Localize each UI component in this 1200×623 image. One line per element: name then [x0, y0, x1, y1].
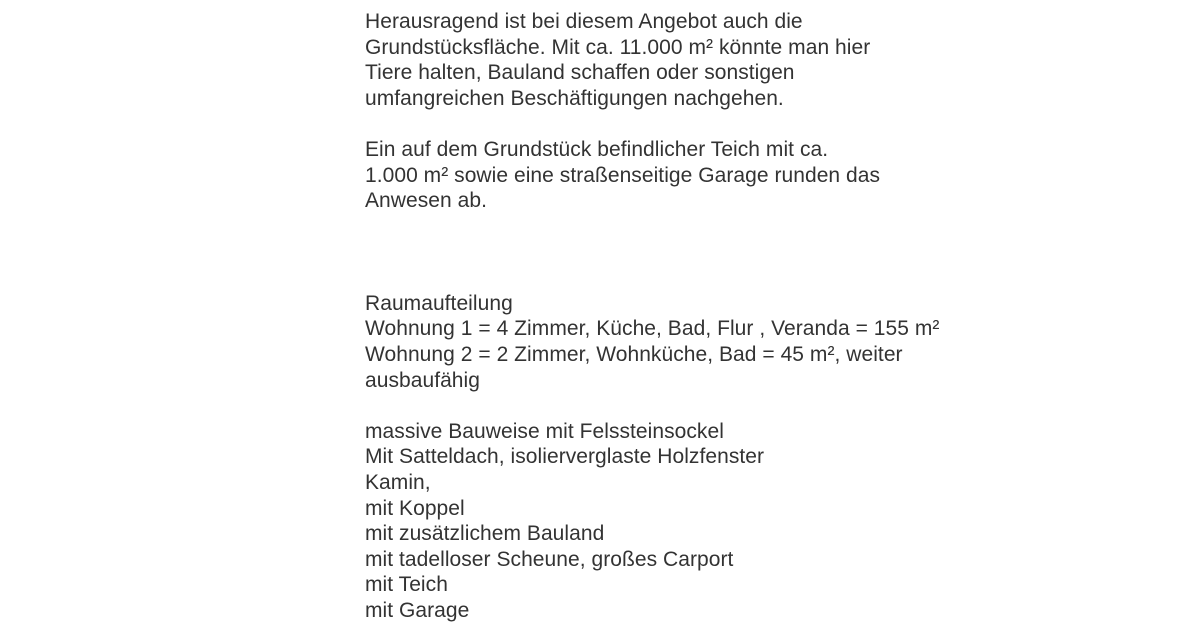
ausstattung-block — [365, 419, 885, 623]
raumaufteilung-line-wohnung-2: Wohnung 2 = 2 Zimmer, Wohnküche, Bad = 45 m², weiter — [365, 342, 903, 366]
ausstattung-line-teich: mit Teich — [365, 573, 448, 597]
raumaufteilung-block — [365, 291, 940, 393]
paragraph-grundstueck: Herausragend ist bei diesem Angebot auch die Grundstücksfläche. Mit ca. 11.000 m² könnte man hier Tiere halten, Bauland schaffen oder sonstigen umfangreichen Beschäftigungen nachgehen. — [365, 10, 876, 110]
section-gap-large — [365, 214, 885, 291]
description-content-column — [365, 9, 940, 623]
raumaufteilung-line-wohnung-1: Wohnung 1 = 4 Zimmer, Küche, Bad, Flur , Veranda = 155 m² — [365, 317, 940, 341]
section-gap-2 — [365, 393, 885, 419]
raumaufteilung-line-ausbaufaehig: ausbaufähig — [365, 368, 480, 392]
paragraph-gap-1 — [365, 111, 885, 137]
ausstattung-line-satteldach: Mit Satteldach, isolierverglaste Holzfenster — [365, 445, 765, 469]
paragraph-teich-garage: Ein auf dem Grundstück befindlicher Teich mit ca. 1.000 m² sowie eine straßenseitige Garage runden das Anwesen ab. — [365, 137, 885, 213]
ausstattung-line-kamin: Kamin, — [365, 470, 431, 494]
ausstattung-line-bauweise: massive Bauweise mit Felssteinsockel — [365, 419, 724, 443]
ausstattung-line-garage: mit Garage — [365, 598, 470, 622]
ausstattung-line-bauland: mit zusätzlichem Bauland — [365, 522, 605, 546]
ausstattung-line-scheune-carport: mit tadelloser Scheune, großes Carport — [365, 547, 734, 571]
raumaufteilung-heading: Raumaufteilung — [365, 291, 513, 315]
ausstattung-line-koppel: mit Koppel — [365, 496, 465, 520]
